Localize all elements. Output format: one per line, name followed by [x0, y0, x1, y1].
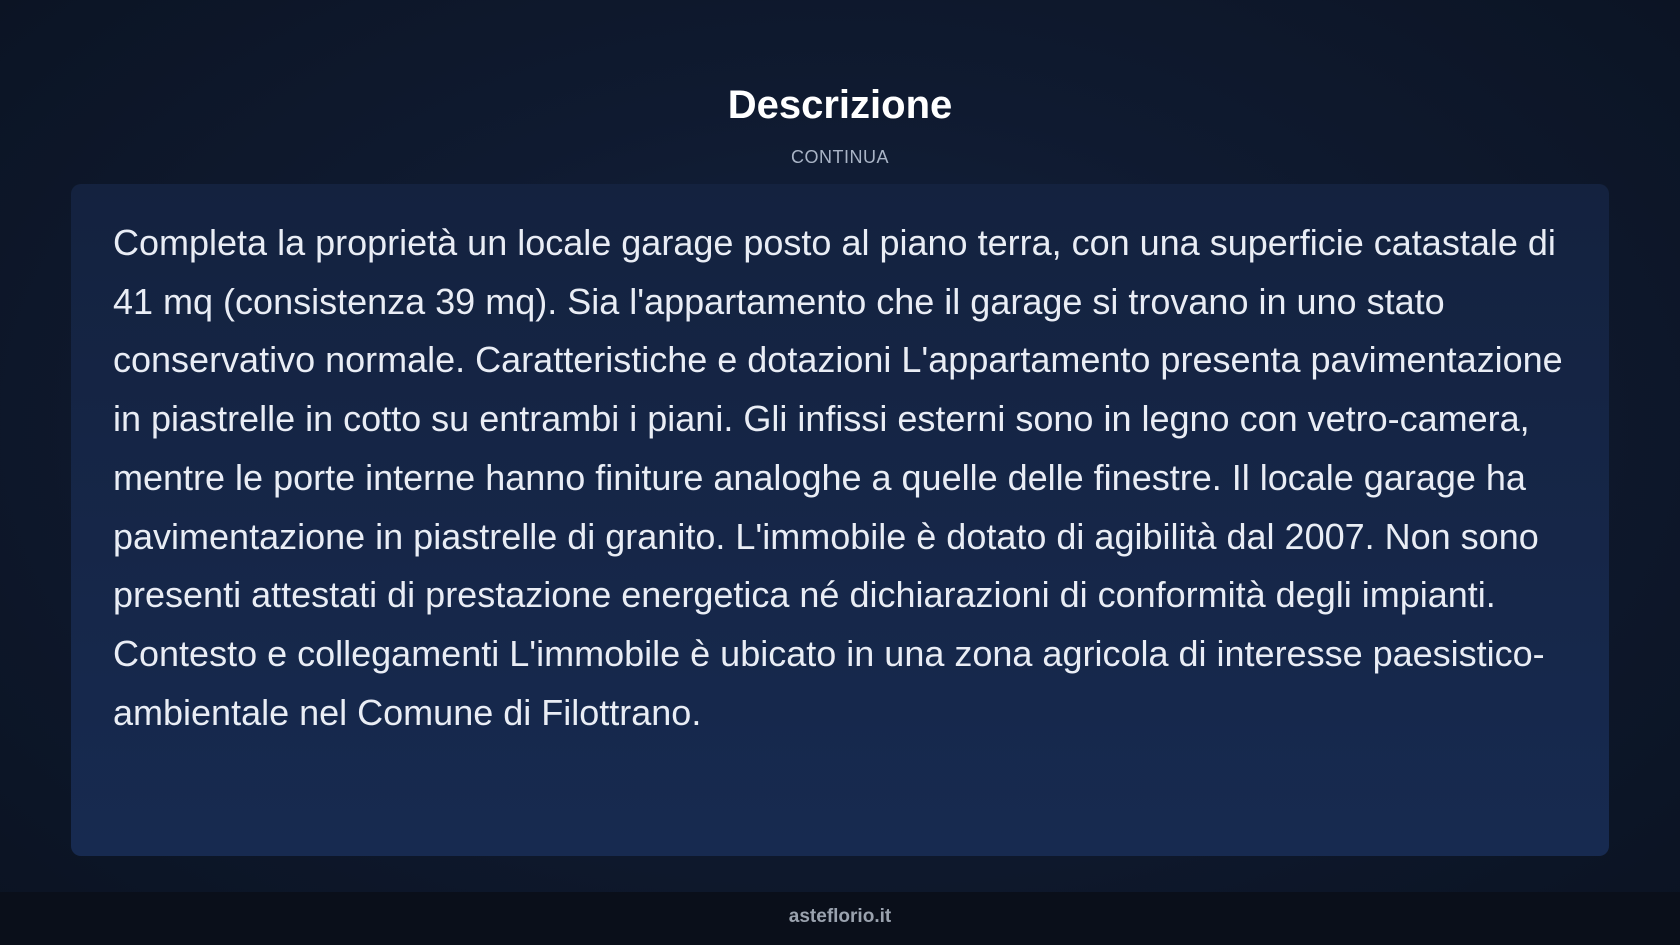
section-title: Descrizione [727, 83, 953, 127]
footer-bar [0, 892, 1680, 945]
description-text: Completa la proprietà un locale garage posto al piano terra, con una superficie catastale di 41 mq (consistenza 39 mq). Sia l'appartamento che il garage si trovano in uno stato conservativo normale. Caratteristiche e dotazioni L'appartamento presenta pavimentazione in piastrelle in cotto su entrambi i piani. Gli infissi esterni sono in legno con vetro-camera, mentre le porte interne hanno finiture analoghe a quelle delle finestre. Il locale garage ha pavimentazione in piastrelle di granito. L'immobile è dotato di agibilità dal 2007. Non sono presenti attestati di prestazione energetica né dichiarazioni di conformità degli impianti. Contesto e collegamenti L'immobile è ubicato in una zona agricola di interesse paesistico-ambientale nel Comune di Filottrano. [113, 222, 1563, 733]
description-card [71, 184, 1609, 856]
section-subtitle: CONTINUA [791, 147, 889, 167]
section-header [0, 76, 1680, 168]
footer-site-name: asteflorio.it [788, 906, 892, 927]
